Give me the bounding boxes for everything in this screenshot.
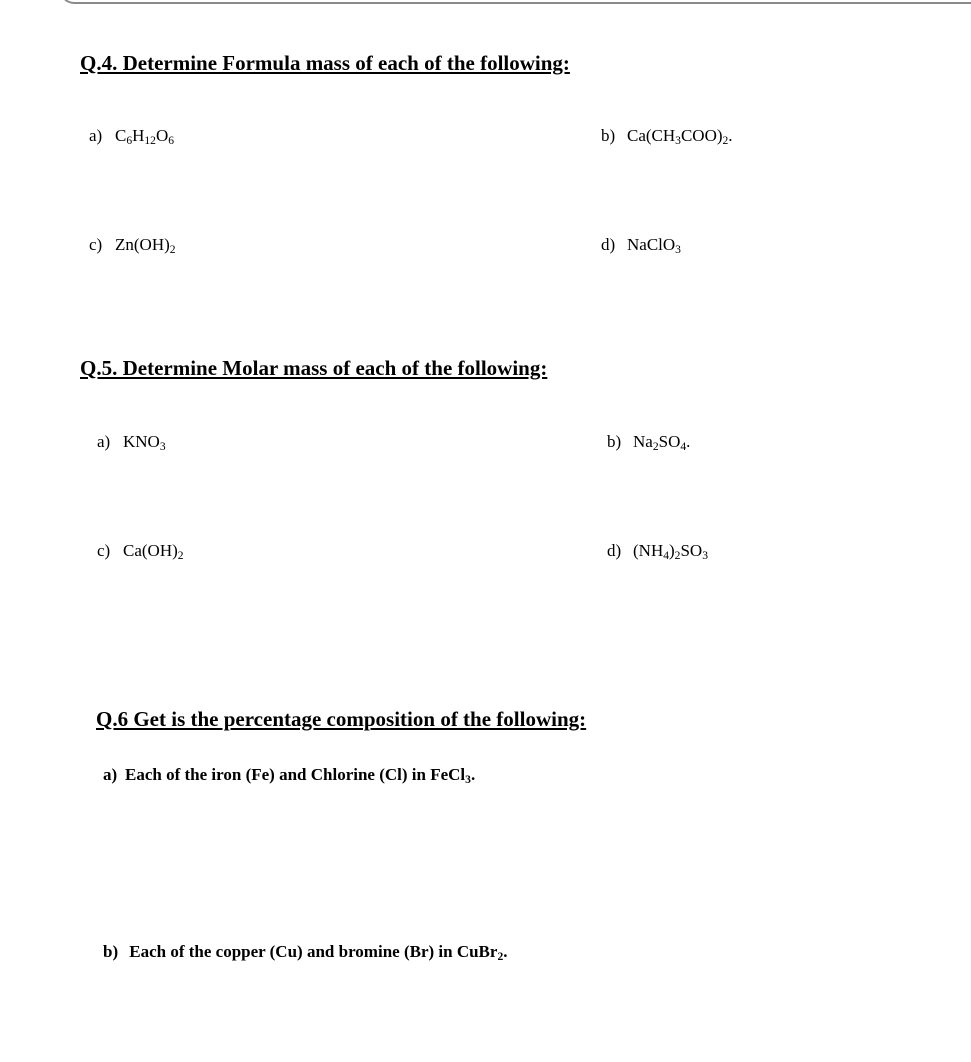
subscript: 2: [497, 949, 504, 963]
subscript: 3: [675, 242, 681, 256]
page-frame-border: [60, 0, 971, 4]
chemical-formula: $Ca(OH)_2$: [123, 541, 184, 562]
q4-heading: Q.4. Determine Formula mass of each of the following:: [80, 51, 570, 75]
subscript: 2: [674, 548, 681, 562]
subscript: 2: [722, 133, 729, 147]
q5-item-d: [607, 541, 708, 562]
item-label: d): [601, 235, 616, 254]
q4-item-a: [89, 126, 175, 147]
subscript: 2: [169, 242, 176, 256]
subscript: 2: [177, 548, 184, 562]
chemical-formula: $C_6H_{12}O_6$: [115, 126, 175, 147]
item-label: d): [607, 541, 622, 560]
question-text: Each of the iron (Fe) and Chlorine (Cl) in FeCl$_3$.: [125, 765, 476, 786]
chemical-formula: $(NH_4)_2SO_3$: [633, 541, 708, 562]
q5-item-b: [607, 432, 691, 453]
q4-item-c: [89, 235, 176, 256]
subscript: 6: [126, 133, 133, 147]
q6-item-a: [103, 765, 476, 786]
item-label: a): [89, 126, 103, 145]
q5-item-c: [97, 541, 184, 562]
subscript: 6: [168, 133, 175, 147]
item-label: b): [601, 126, 616, 145]
subscript: 3: [465, 772, 471, 786]
q4-item-b: [601, 126, 733, 147]
question-text: Each of the copper (Cu) and bromine (Br) in CuBr$_2$.: [125, 942, 508, 963]
q5-item-a: [97, 432, 166, 453]
subscript: 3: [159, 439, 166, 453]
subscript: 3: [675, 133, 681, 147]
item-label: a): [103, 765, 118, 784]
item-label: b): [103, 942, 119, 961]
q6-heading: Q.6 Get is the percentage composition of the following:: [96, 707, 587, 731]
chemical-formula: NaClO$_3$: [627, 235, 681, 256]
subscript: 12: [144, 133, 156, 147]
q6-item-b: [103, 942, 508, 963]
subscript: 4: [663, 548, 669, 562]
chemical-formula: $KNO_3$: [123, 432, 166, 453]
subscript: 3: [702, 548, 708, 562]
item-label: c): [89, 235, 103, 254]
item-label: b): [607, 432, 622, 451]
item-label: c): [97, 541, 111, 560]
q5-heading: Q.5. Determine Molar mass of each of the following:: [80, 356, 548, 380]
chemical-formula: $Zn(OH)_2$: [115, 235, 176, 256]
subscript: 2: [652, 439, 659, 453]
item-label: a): [97, 432, 111, 451]
chemical-formula: $Na_2SO_4$.: [633, 432, 691, 453]
subscript: 4: [680, 439, 687, 453]
chemical-formula: $Ca(CH_3COO)_2$.: [627, 126, 733, 147]
q4-item-d: [601, 235, 681, 256]
